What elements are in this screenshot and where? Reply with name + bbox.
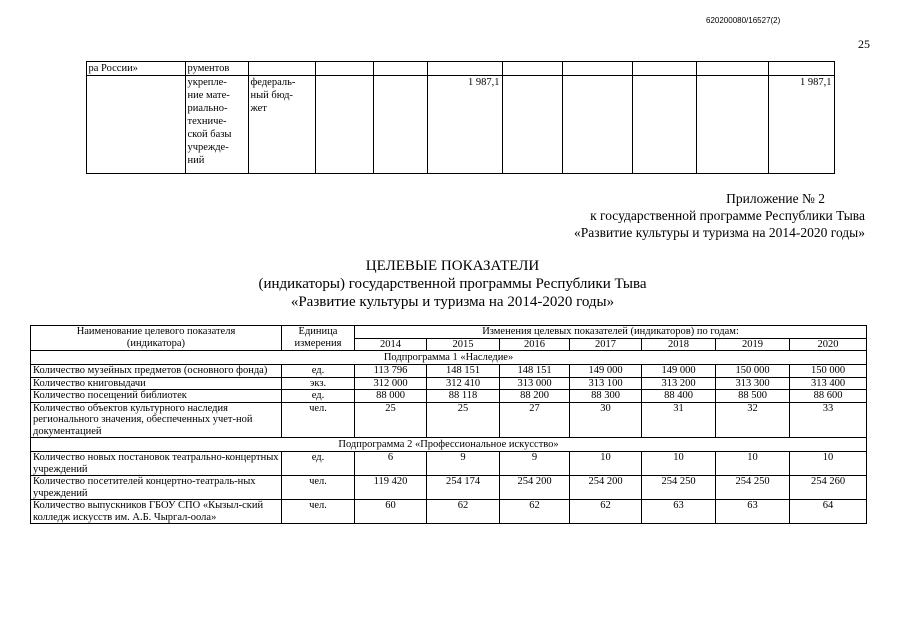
indicator-value: 63 (716, 500, 790, 524)
table-row (31, 377, 867, 390)
previous-table-fragment (23, 61, 835, 174)
indicator-name: Количество посетителей концертно-театраль-ных учреждений (31, 476, 282, 500)
indicator-value: 10 (642, 452, 716, 476)
indicator-value: 312 000 (355, 377, 427, 390)
indicator-value: 25 (427, 402, 500, 438)
indicator-name: Количество выпускников ГБОУ СПО «Кызыл-ский колледж искусств им. А.Б. Чыргал-оола» (31, 500, 282, 524)
table-row (31, 390, 867, 403)
year-header: 2017 (570, 338, 642, 351)
indicator-value: 6 (355, 452, 427, 476)
indicators-table (30, 325, 867, 524)
indicator-value: 313 400 (790, 377, 867, 390)
table-row (31, 365, 867, 378)
indicator-value: 10 (716, 452, 790, 476)
page-title: ЦЕЛЕВЫЕ ПОКАЗАТЕЛИ (365, 258, 540, 274)
table-row (31, 402, 867, 438)
indicator-value: 31 (642, 402, 716, 438)
page-subtitle-program: «Развитие культуры и туризма на 2014-2020 годы» (290, 294, 615, 310)
appendix-header (574, 190, 865, 241)
year-header: 2016 (500, 338, 570, 351)
indicator-unit: чел. (282, 402, 355, 438)
indicator-value: 25 (355, 402, 427, 438)
indicator-value: 32 (716, 402, 790, 438)
indicator-value: 254 200 (500, 476, 570, 500)
indicator-value: 254 250 (716, 476, 790, 500)
indicator-value: 150 000 (716, 365, 790, 378)
table-row (31, 500, 867, 524)
indicator-unit: ед. (282, 452, 355, 476)
indicator-value: 27 (500, 402, 570, 438)
indicator-value: 313 200 (642, 377, 716, 390)
indicator-value: 64 (790, 500, 867, 524)
indicator-value: 33 (790, 402, 867, 438)
indicator-unit: ед. (282, 365, 355, 378)
indicator-unit: ед. (282, 390, 355, 403)
fragment-cell: ра России» (86, 62, 185, 76)
indicator-name: Количество новых постановок театрально-концертных учреждений (31, 452, 282, 476)
indicator-value: 88 118 (427, 390, 500, 403)
indicator-value: 88 200 (500, 390, 570, 403)
indicator-value: 88 000 (355, 390, 427, 403)
page-subtitle: (индикаторы) государственной программы Республики Тыва (258, 276, 647, 292)
year-header: 2018 (642, 338, 716, 351)
indicator-value: 254 200 (570, 476, 642, 500)
indicator-value: 254 260 (790, 476, 867, 500)
indicator-value: 113 796 (355, 365, 427, 378)
indicator-value: 254 250 (642, 476, 716, 500)
indicator-value: 88 400 (642, 390, 716, 403)
indicator-unit: чел. (282, 500, 355, 524)
appendix-program-title: «Развитие культуры и туризма на 2014-2020 годы» (574, 225, 865, 240)
indicator-value: 88 600 (790, 390, 867, 403)
fragment-cell: 1 987,1 (427, 76, 502, 174)
year-header: 2020 (790, 338, 867, 351)
indicator-value: 149 000 (642, 365, 716, 378)
column-header-changes: Изменения целевых показателей (индикаторов) по годам: (355, 326, 867, 339)
table-row (31, 476, 867, 500)
indicator-value: 10 (790, 452, 867, 476)
indicator-value: 313 000 (500, 377, 570, 390)
year-header: 2019 (716, 338, 790, 351)
column-header-unit: Единица измерения (282, 326, 355, 351)
indicator-value: 60 (355, 500, 427, 524)
fragment-cell: 1 987,1 (768, 76, 834, 174)
indicator-name: Количество объектов культурного наследия регионального значения, обеспеченных учет-ной документацией (31, 402, 282, 438)
indicator-name: Количество книговыдачи (31, 377, 282, 390)
indicator-value: 254 174 (427, 476, 500, 500)
document-number: 620200080/16527(2) (706, 16, 781, 25)
indicator-unit: экз. (282, 377, 355, 390)
indicator-value: 63 (642, 500, 716, 524)
indicator-value: 30 (570, 402, 642, 438)
subprogram-heading: Подпрограмма 2 «Профессиональное искусство» (31, 438, 867, 452)
indicator-name: Количество музейных предметов (основного фонда) (31, 365, 282, 378)
fragment-cell: федераль- ный бюд- жет (248, 76, 315, 174)
indicator-value: 119 420 (355, 476, 427, 500)
year-header: 2014 (355, 338, 427, 351)
indicator-value: 313 100 (570, 377, 642, 390)
indicator-value: 88 500 (716, 390, 790, 403)
indicator-value: 312 410 (427, 377, 500, 390)
indicator-value: 62 (500, 500, 570, 524)
indicator-value: 9 (427, 452, 500, 476)
indicator-value: 149 000 (570, 365, 642, 378)
fragment-cell: укрепле- ние мате- риально- техниче- ской базы учрежде- ний (185, 76, 248, 174)
column-header-name: Наименование целевого показателя (индикатора) (31, 326, 282, 351)
indicator-value: 10 (570, 452, 642, 476)
indicator-name: Количество посещений библиотек (31, 390, 282, 403)
indicator-value: 62 (427, 500, 500, 524)
page-number: 25 (858, 37, 870, 51)
table-row (31, 452, 867, 476)
indicator-value: 313 300 (716, 377, 790, 390)
appendix-number: Приложение № 2 (726, 191, 825, 206)
indicator-value: 62 (570, 500, 642, 524)
indicator-value: 150 000 (790, 365, 867, 378)
fragment-cell: рументов (185, 62, 248, 76)
subprogram-heading: Подпрограмма 1 «Наследие» (31, 351, 867, 365)
appendix-program: к государственной программе Республики Тыва (590, 208, 865, 223)
year-header: 2015 (427, 338, 500, 351)
indicator-value: 88 300 (570, 390, 642, 403)
indicator-unit: чел. (282, 476, 355, 500)
indicator-value: 148 151 (427, 365, 500, 378)
indicator-value: 148 151 (500, 365, 570, 378)
indicator-value: 9 (500, 452, 570, 476)
